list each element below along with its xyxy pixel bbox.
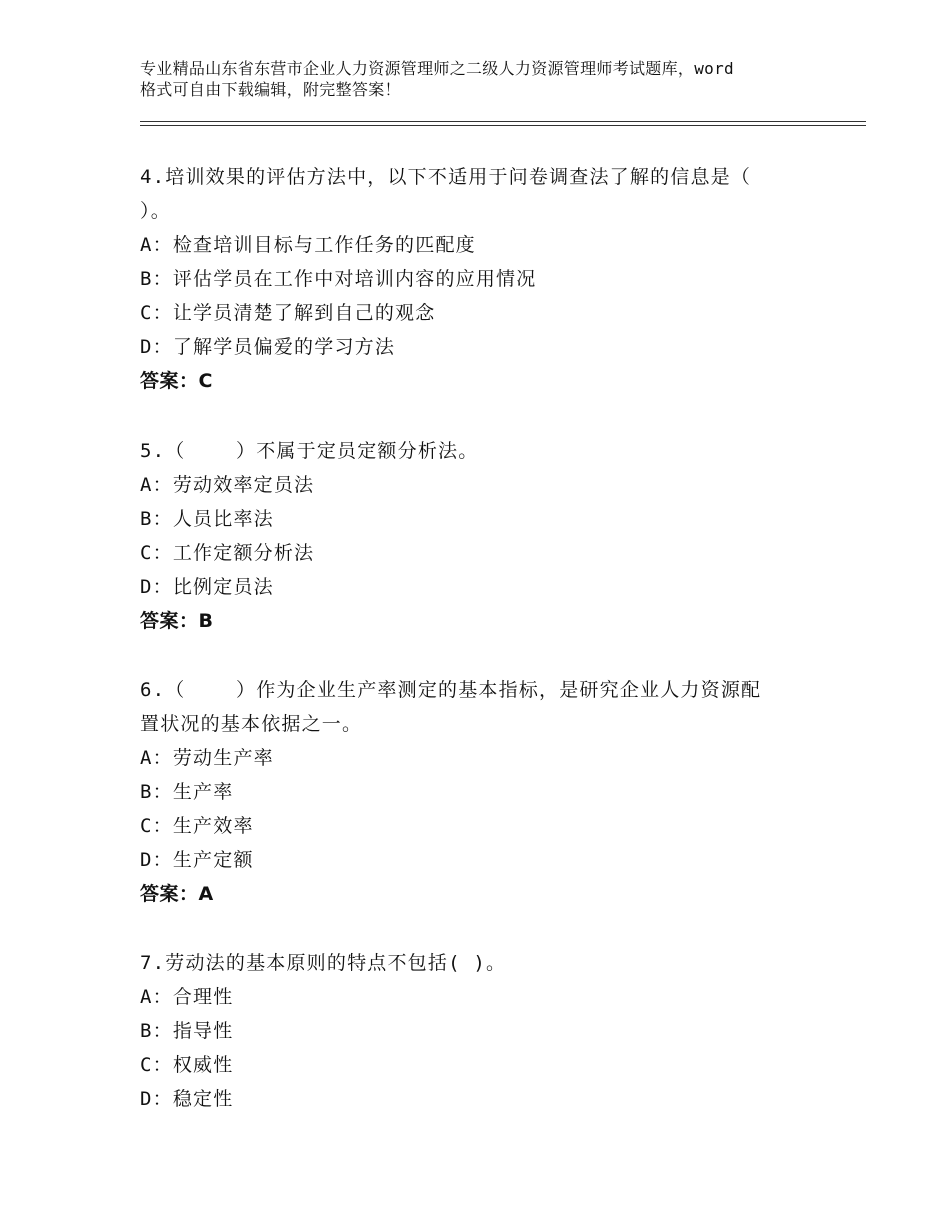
question-5 [140, 434, 820, 638]
option-d: D：生产定额 [140, 849, 254, 871]
header-divider-top [140, 121, 866, 122]
question-stem-continued: ）。 [140, 200, 171, 222]
question-stem-continued: 置状况的基本依据之一。 [140, 713, 363, 735]
option-a: A：检查培训目标与工作任务的匹配度 [140, 234, 476, 256]
option-d: D：稳定性 [140, 1088, 234, 1110]
option-c: C：让学员清楚了解到自己的观念 [140, 302, 436, 324]
option-b: B：指导性 [140, 1020, 234, 1042]
option-d: D：比例定员法 [140, 576, 274, 598]
answer: 答案：B [140, 610, 214, 632]
question-stem: 6.（ ）作为企业生产率测定的基本指标，是研究企业人力资源配 [140, 679, 762, 701]
header-divider-bottom [140, 125, 866, 126]
option-b: B：生产率 [140, 781, 234, 803]
option-c: C：工作定额分析法 [140, 542, 315, 564]
question-4 [140, 160, 820, 398]
answer: 答案：C [140, 370, 213, 392]
option-a: A：劳动效率定员法 [140, 474, 315, 496]
header-line-1: 专业精品山东省东营市企业人力资源管理师之二级人力资源管理师考试题库，word [140, 59, 734, 78]
option-b: B：评估学员在工作中对培训内容的应用情况 [140, 268, 537, 290]
option-b: B：人员比率法 [140, 508, 274, 530]
question-6 [140, 673, 820, 911]
header-line-2: 格式可自由下载编辑，附完整答案！ [140, 80, 401, 99]
question-stem: 5.（ ）不属于定员定额分析法。 [140, 440, 479, 462]
answer: 答案：A [140, 883, 214, 905]
option-d: D：了解学员偏爱的学习方法 [140, 336, 396, 358]
question-7 [140, 946, 820, 1116]
option-c: C：权威性 [140, 1054, 234, 1076]
option-c: C：生产效率 [140, 815, 254, 837]
option-a: A：合理性 [140, 986, 234, 1008]
document-header [140, 58, 840, 100]
question-stem: 7.劳动法的基本原则的特点不包括( )。 [140, 952, 507, 974]
question-stem: 4.培训效果的评估方法中，以下不适用于问卷调查法了解的信息是（ [140, 166, 752, 188]
option-a: A：劳动生产率 [140, 747, 274, 769]
